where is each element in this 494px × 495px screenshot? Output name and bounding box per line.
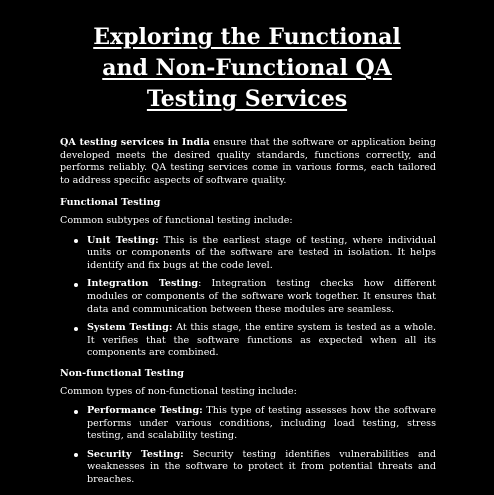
list-item-text: Security testing identifies vulnerabilities and weaknesses in the software to protect it from potential threats and breaches. [87, 448, 436, 486]
list-item-unit-testing [87, 235, 436, 273]
title-line-2: and Non-Functional QA [102, 55, 392, 81]
title-line-3: Testing Services [146, 86, 348, 112]
list-item-security-testing [87, 449, 436, 487]
article-body [60, 137, 436, 495]
list-item-system-testing [87, 322, 436, 360]
list-item-term: Security Testing: [87, 448, 184, 460]
list-item-text: At this stage, the entire system is tested as a whole. It verifies that the software functions as expected when all its components are combined. [87, 322, 436, 359]
nonfunctional-list [60, 405, 436, 487]
functional-list [60, 235, 436, 360]
intro-paragraph [60, 137, 436, 187]
page-title [20, 22, 474, 115]
list-item-performance-testing [87, 405, 436, 443]
intro-lead: QA testing services in India [60, 137, 210, 148]
list-item-integration-testing [87, 278, 436, 316]
list-item-term: Performance Testing: [87, 405, 203, 417]
functional-heading: Functional Testing [60, 197, 161, 209]
list-item-text: : Integration testing checks how different modules or components of the software work together. It ensures that data and communication between these modules are seamless. [87, 278, 436, 315]
list-item-text: This is the earliest stage of testing, where individual units or components of the software are tested in isolation. It helps identify and fix bugs at the code level. [87, 234, 436, 271]
title-line-1: Exploring the Functional [93, 24, 401, 50]
list-item-term: Integration Testing [87, 278, 199, 290]
list-item-term: System Testing: [87, 322, 173, 334]
list-item-text: This type of testing assesses how the software performs under various conditions, including load testing, stress testing, and scalability testing. [87, 405, 436, 442]
nonfunctional-subintro: Common types of non-functional testing include: [60, 385, 297, 397]
list-item-term: Unit Testing: [87, 234, 159, 246]
functional-subintro: Common subtypes of functional testing include: [60, 214, 293, 226]
intro-text: ensure that the software or application being developed meets the desired quality standards, functions correctly, and performs reliably. QA testing services come in various forms, each tailored to address specific aspects of software quality. [60, 137, 436, 186]
nonfunctional-heading: Non-functional Testing [60, 367, 184, 379]
